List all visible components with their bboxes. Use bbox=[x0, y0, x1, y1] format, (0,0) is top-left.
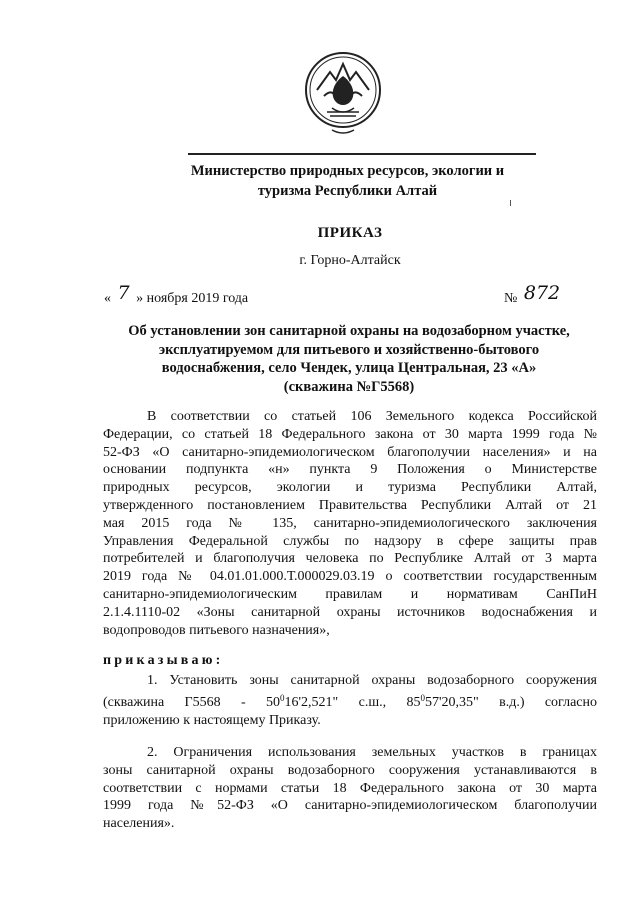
preamble-line: В соответствии со статьей 106 Земельного кодекса Российской bbox=[147, 409, 597, 424]
preamble-line: утвержденного постановлением Правительства Республики Алтай от 21 bbox=[103, 497, 597, 513]
ministry-line-2: туризма Республики Алтай bbox=[257, 183, 438, 199]
preamble-line: 2019 года № 04.01.01.000.Т.000029.03.19 о соответствии государственным bbox=[103, 569, 597, 585]
subject-line-3: водоснабжения, село Чендек, улица Центральная, 23 «А» bbox=[161, 360, 537, 376]
preamble-line: Федерации, со статьей 18 Федерального закона от 30 марта 1999 года № bbox=[103, 426, 597, 442]
preamble-line: 52-ФЗ «О санитарно-эпидемиологическом благополучии населения» и на bbox=[103, 444, 597, 460]
preamble-line: санитарно-эпидемиологическим правилам и нормативам СанПиН bbox=[103, 586, 597, 602]
coord-part-b: 16'2,521" с.ш., 85 bbox=[284, 694, 421, 710]
preamble-line: природных ресурсов, экологии и туризма Республики Алтай, bbox=[103, 480, 597, 496]
preamble-line: мая 2015 года № 135, санитарно-эпидемиологического заключения bbox=[103, 515, 597, 531]
preamble-line: Управления Федеральной службы по надзору в сфере защиты прав bbox=[103, 533, 597, 549]
item-2-line: 2. Ограничения использования земельных участков в границах bbox=[147, 745, 597, 760]
item-1-line: 1. Установить зоны санитарной охраны водозаборного сооружения bbox=[147, 673, 597, 688]
scan-mark bbox=[510, 200, 511, 206]
preamble-line: потребителей и благополучия человека по Республике Алтай от 3 марта bbox=[103, 551, 597, 567]
ministry-line-1: Министерство природных ресурсов, экологии и bbox=[190, 163, 505, 179]
coord-part-c: 57'20,35" в.д.) согласно bbox=[424, 694, 597, 710]
subject-line-1: Об установлении зон санитарной охраны на водозаборном участке, bbox=[128, 323, 570, 339]
coord-part-a: (скважина Г5568 - 50 bbox=[103, 694, 281, 710]
number-label: № bbox=[504, 291, 518, 306]
item-2-line: соответствии с нормами статьи 18 Федерального закона от 30 марта bbox=[103, 780, 597, 796]
item-2-line: населения». bbox=[103, 816, 175, 832]
item-1-coordinates bbox=[103, 690, 597, 712]
date-day-handwritten: 7 bbox=[117, 282, 130, 304]
item-2-line: 1999 года №52-ФЗ «О санитарно-эпидемиологическом благополучии bbox=[103, 798, 597, 814]
header-divider bbox=[188, 153, 536, 155]
preamble-line: основании подпункта «н» пункта 9 Положения о Министерстве bbox=[103, 462, 597, 478]
number-handwritten: 872 bbox=[523, 282, 561, 304]
subject-line-2: эксплуатируемом для питьевого и хозяйственно-бытового bbox=[158, 341, 540, 358]
order-subject bbox=[104, 322, 594, 396]
order-directive: приказываю: bbox=[103, 653, 224, 668]
degree-sup-1: 0 bbox=[280, 692, 285, 703]
item-2-line: зоны санитарной охраны водозаборного сооружения устанавливаются в bbox=[103, 762, 597, 778]
document-date bbox=[104, 282, 249, 307]
degree-sup-2: 0 bbox=[420, 692, 425, 703]
coat-of-arms-emblem bbox=[302, 50, 384, 138]
ministry-name bbox=[150, 161, 545, 201]
preamble-paragraph bbox=[103, 408, 597, 639]
item-1-paragraph bbox=[103, 672, 597, 729]
document-title: ПРИКАЗ bbox=[317, 225, 383, 241]
item-1-line: приложению к настоящему Приказу. bbox=[103, 712, 321, 728]
date-open-quote: « bbox=[104, 291, 111, 306]
document-city: г. Горно-Алтайск bbox=[299, 253, 401, 268]
preamble-line: 2.1.4.1110-02 «Зоны санитарной охраны источников водоснабжения и bbox=[103, 604, 597, 620]
subject-line-4: (скважина №Г5568) bbox=[283, 378, 415, 395]
document-number bbox=[504, 282, 563, 307]
item-2-paragraph bbox=[103, 744, 597, 833]
preamble-line: водопроводов питьевого назначения», bbox=[103, 622, 330, 638]
date-month-year: » ноября 2019 года bbox=[136, 291, 249, 306]
